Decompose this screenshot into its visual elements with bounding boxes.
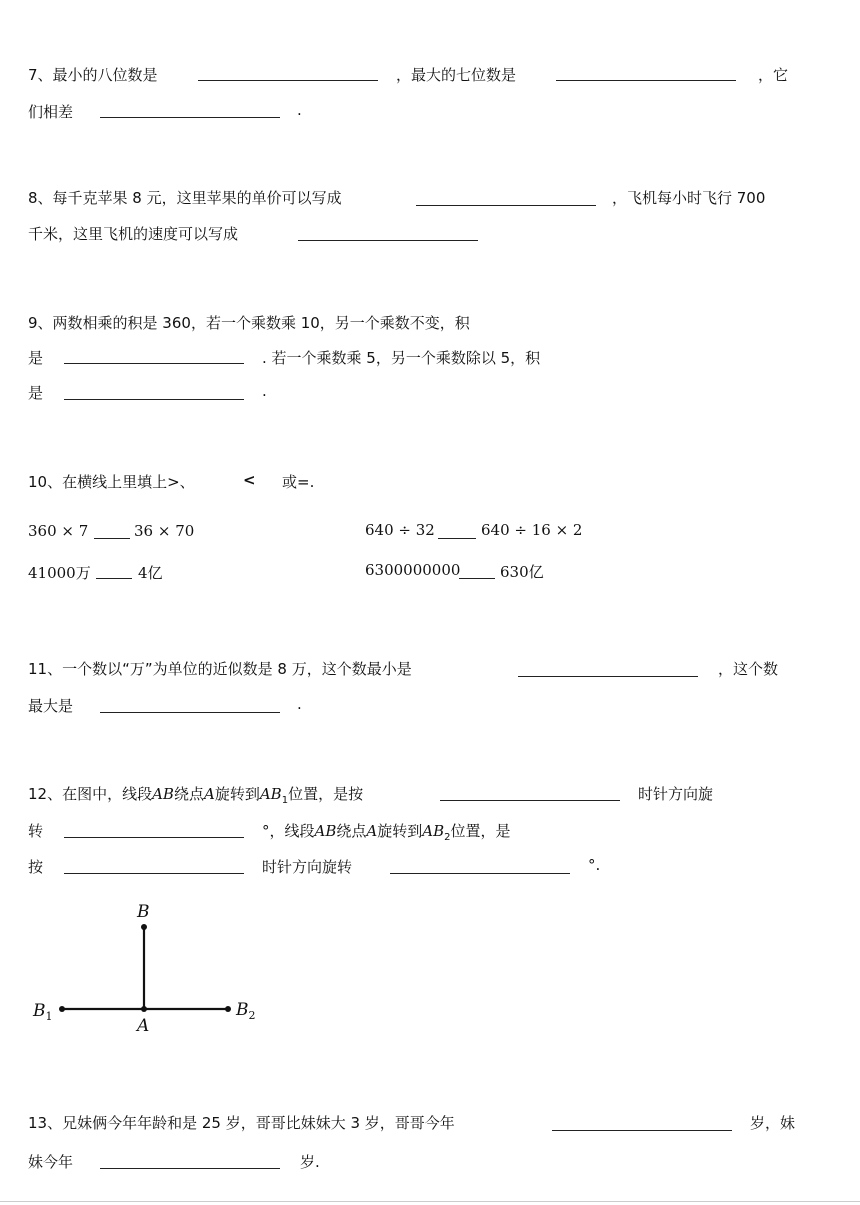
q12-blank-1[interactable] [440,800,620,801]
q12-text-1: 12、在图中，线段 [28,785,153,803]
q12-text-4d: 位置，是 [450,822,511,840]
q10-blank-2[interactable] [438,538,476,539]
q11-text-1: 11、一个数以“万”为单位的近似数是 8 万，这个数最小是 [28,660,412,678]
q7-text-2: ，最大的七位数是 [396,66,517,84]
q12-text-3: 转 [28,822,44,840]
label-b2 [235,1000,256,1022]
q7-blank-2[interactable] [556,80,736,81]
q10-title-b: < [243,471,256,489]
q10-left1a: 360 × 7 [28,522,89,540]
q12-sub-2: 2 [444,832,451,843]
q10-left2b: 4亿 [138,564,163,582]
q12-text-6: 时针方向旋转 [262,858,353,876]
rotation-figure [20,895,280,1045]
q12-line2 [262,820,511,843]
q11-text-2: ，这个数 [718,660,779,678]
q12-line1 [28,783,363,806]
label-b1-sub: 1 [45,1010,53,1023]
q12-text-2: 时针方向旋 [638,785,714,803]
q13-blank-2[interactable] [100,1168,280,1169]
q12-sub-1: 1 [281,795,289,806]
q12-ab-1: AB [152,785,174,803]
q12-blank-4[interactable] [390,873,570,874]
q8-text-1: 8、每千克苹果 8 元，这里苹果的单价可以写成 [28,189,342,207]
q12-text-4a: °，线段 [262,822,315,840]
q12-text-4c: 旋转到 [377,822,423,840]
q7-blank-1[interactable] [198,80,378,81]
q12-ab-2b: AB [422,822,445,840]
q10-blank-1[interactable] [94,538,130,539]
q12-ab-1b: AB [259,785,282,803]
q11-blank-1[interactable] [518,676,698,677]
q9-text-1: 9、两数相乘的积是 360，若一个乘数乘 10，另一个乘数不变，积 [28,314,470,332]
q8-blank-1[interactable] [416,205,596,206]
q11-text-4: . [297,695,302,713]
q8-text-2: ，飞机每小时飞行 700 [612,189,766,207]
q9-blank-1[interactable] [64,363,244,364]
q10-blank-4[interactable] [459,578,495,579]
point-a [141,1006,147,1012]
q8-blank-2[interactable] [298,240,478,241]
q12-a-1: A [203,785,215,803]
label-b: B [137,902,150,922]
label-b1-letter: B [33,1001,46,1021]
q9-text-3: . 若一个乘数乘 5，另一个乘数除以 5，积 [262,349,541,367]
q10-right1b: 640 ÷ 16 × 2 [481,521,583,539]
q12-text-1c: 旋转到 [214,785,260,803]
q7-blank-3[interactable] [100,117,280,118]
q12-ab-2: AB [314,822,337,840]
q12-text-7: °. [588,856,601,874]
q10-right2a: 6300000000 [365,561,461,579]
q10-title-c: 或=. [282,473,315,491]
q10-blank-3[interactable] [96,578,132,579]
q12-text-5: 按 [28,858,44,876]
q12-a-2: A [366,822,378,840]
q10-left2a: 41000万 [28,564,91,582]
point-b1 [59,1006,65,1012]
q10-left1b: 36 × 70 [134,522,195,540]
q10-right1a: 640 ÷ 32 [365,521,435,539]
q9-blank-2[interactable] [64,399,244,400]
q11-blank-2[interactable] [100,712,280,713]
q12-text-1d: 位置，是按 [288,785,364,803]
q13-text-2: 岁，妹 [750,1114,796,1132]
q12-blank-3[interactable] [64,873,244,874]
label-b2-letter: B [236,1000,249,1020]
q7-text-1: 7、最小的八位数是 [28,66,158,84]
q13-text-3: 妹今年 [28,1153,74,1171]
q11-text-3: 最大是 [28,697,74,715]
q7-text-5: . [297,101,302,119]
point-b2 [225,1006,231,1012]
page-bottom-rule [0,1201,860,1202]
label-a: A [137,1016,150,1036]
q9-text-5: . [262,382,267,400]
q13-blank-1[interactable] [552,1130,732,1131]
q9-text-4: 是 [28,384,44,402]
q10-title-a: 10、在横线上里填上>、 [28,473,195,491]
q7-text-3: ，它 [758,66,789,84]
label-b1 [32,1001,53,1023]
q8-text-3: 千米，这里飞机的速度可以写成 [28,225,239,243]
q13-text-4: 岁. [300,1153,320,1171]
q10-right2b: 630亿 [500,563,544,581]
point-b [141,924,147,930]
q13-text-1: 13、兄妹俩今年年龄和是 25 岁，哥哥比妹妹大 3 岁，哥哥今年 [28,1114,455,1132]
q7-text-4: 们相差 [28,103,74,121]
q12-blank-2[interactable] [64,837,244,838]
q12-text-4b: 绕点 [336,822,367,840]
q12-text-1b: 绕点 [173,785,204,803]
label-b2-sub: 2 [248,1009,256,1022]
q9-text-2: 是 [28,349,44,367]
